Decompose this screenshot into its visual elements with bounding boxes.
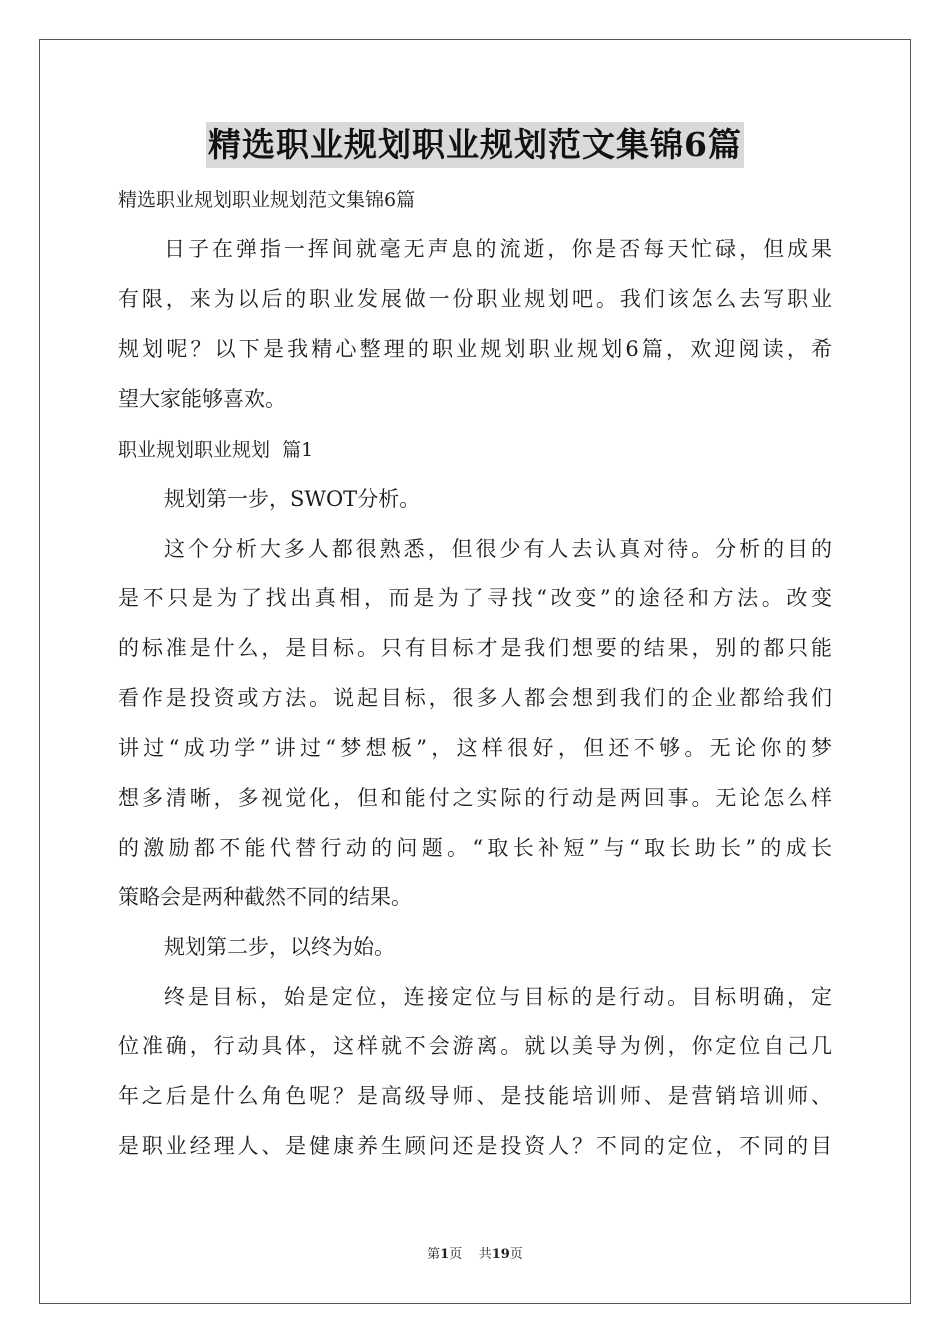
body-line-16: 是职业经理人、是健康养生顾问还是投资人？不同的定位，不同的目	[118, 1134, 832, 1158]
step-heading-2: 规划第二步，以终为始。	[164, 935, 395, 959]
body-line-5: 这个分析大多人都很熟悉，但很少有人去认真对待。分析的目的	[164, 537, 832, 561]
body-line-8: 看作是投资或方法。说起目标，很多人都会想到我们的企业都给我们	[118, 686, 832, 710]
page-footer	[0, 1246, 950, 1264]
footer-page-prefix: 第	[427, 1247, 441, 1262]
document-title: 精选职业规划职业规划范文集锦6篇	[206, 122, 744, 168]
page-border	[39, 39, 911, 1304]
document-subtitle: 精选职业规划职业规划范文集锦6篇	[118, 189, 416, 211]
body-line-14: 位准确，行动具体，这样就不会游离。就以美导为例，你定位自己几	[118, 1034, 832, 1058]
body-line-7: 的标准是什么，是目标。只有目标才是我们想要的结果，别的都只能	[118, 636, 832, 660]
title-container	[0, 122, 950, 168]
body-line-1: 日子在弹指一挥间就毫无声息的流逝，你是否每天忙碌，但成果	[164, 237, 832, 261]
footer-page-number: 1	[440, 1247, 450, 1262]
body-line-9: 讲过“成功学”讲过“梦想板”，这样很好，但还不够。无论你的梦	[118, 736, 832, 760]
footer-page-mid: 页 共	[449, 1247, 492, 1262]
body-line-6: 是不只是为了找出真相，而是为了寻找“改变”的途径和方法。改变	[118, 586, 832, 610]
body-line-11: 的激励都不能代替行动的问题。“取长补短”与“取长助长”的成长	[118, 836, 832, 860]
footer-page-suffix: 页	[509, 1247, 523, 1262]
body-line-15: 年之后是什么角色呢？是高级导师、是技能培训师、是营销培训师、	[118, 1084, 832, 1108]
body-line-3: 规划呢？以下是我精心整理的职业规划职业规划6篇，欢迎阅读，希	[118, 337, 832, 361]
body-line-2: 有限，来为以后的职业发展做一份职业规划吧。我们该怎么去写职业	[118, 287, 832, 311]
step-heading-1: 规划第一步，SWOT分析。	[164, 487, 421, 511]
section-heading-1: 职业规划职业规划 篇1	[118, 439, 314, 461]
body-line-12: 策略会是两种截然不同的结果。	[118, 885, 412, 909]
body-line-10: 想多清晰，多视觉化，但和能付之实际的行动是两回事。无论怎么样	[118, 786, 832, 810]
body-line-13: 终是目标，始是定位，连接定位与目标的是行动。目标明确，定	[164, 985, 832, 1009]
body-line-4: 望大家能够喜欢。	[118, 387, 286, 411]
footer-total-pages: 19	[491, 1247, 510, 1262]
